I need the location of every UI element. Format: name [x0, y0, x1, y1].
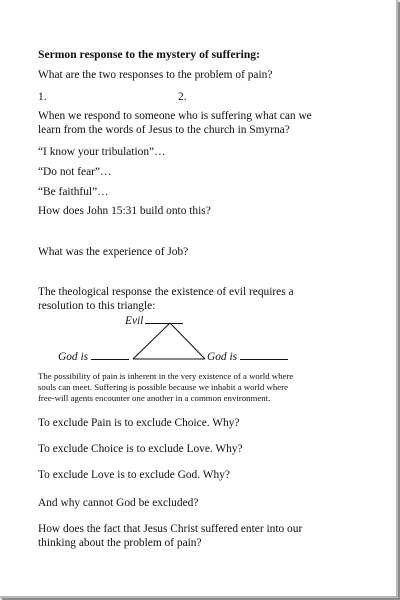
question-john: How does John 15:31 build onto this? — [38, 205, 211, 217]
answer-number-1: 1. — [38, 91, 47, 103]
question-smyrna-line1: When we respond to someone who is suffering what can we — [38, 110, 312, 122]
document-title: Sermon response to the mystery of suffering: — [38, 48, 260, 61]
exclude-pain: To exclude Pain is to exclude Choice. Why? — [38, 417, 240, 429]
question-smyrna-line2: learn from the words of Jesus to the church in Smyrna? — [38, 124, 290, 136]
quote-be-faithful: “Be faithful”… — [38, 186, 109, 198]
quote-tribulation: “I know your tribulation”… — [38, 146, 166, 158]
exclude-love: To exclude Love is to exclude God. Why? — [38, 469, 230, 481]
quote-do-not-fear: “Do not fear”… — [38, 166, 112, 178]
exclude-choice: To exclude Choice is to exclude Love. Why? — [38, 443, 243, 455]
theological-response-line2: resolution to this triangle: — [38, 300, 156, 312]
question-jesus-line1: How does the fact that Jesus Christ suffered enter into our — [38, 523, 303, 535]
explanation-line1: The possibility of pain is inherent in the very existence of a world where — [38, 371, 294, 381]
triangle-label-left: God is — [58, 350, 129, 365]
triangle-label-right: God is — [207, 350, 288, 365]
question-job: What was the experience of Job? — [38, 246, 189, 258]
question-jesus-line2: thinking about the problem of pain? — [38, 537, 202, 549]
explanation-line2: souls can meet. Suffering is possible because we inhabit a world where — [38, 382, 288, 392]
explanation-line3: free-will agents encounter one another in a common environment. — [38, 393, 271, 403]
triangle-right-edge — [170, 323, 205, 359]
theological-response-line1: The theological response the existence of evil requires a — [38, 286, 294, 298]
answer-number-2: 2. — [178, 91, 187, 103]
question-god-excluded: And why cannot God be excluded? — [38, 497, 199, 509]
triangle-left-edge — [133, 323, 170, 359]
triangle-label-evil: Evil — [125, 314, 183, 329]
question-two-responses: What are the two responses to the problem of pain? — [38, 69, 273, 81]
